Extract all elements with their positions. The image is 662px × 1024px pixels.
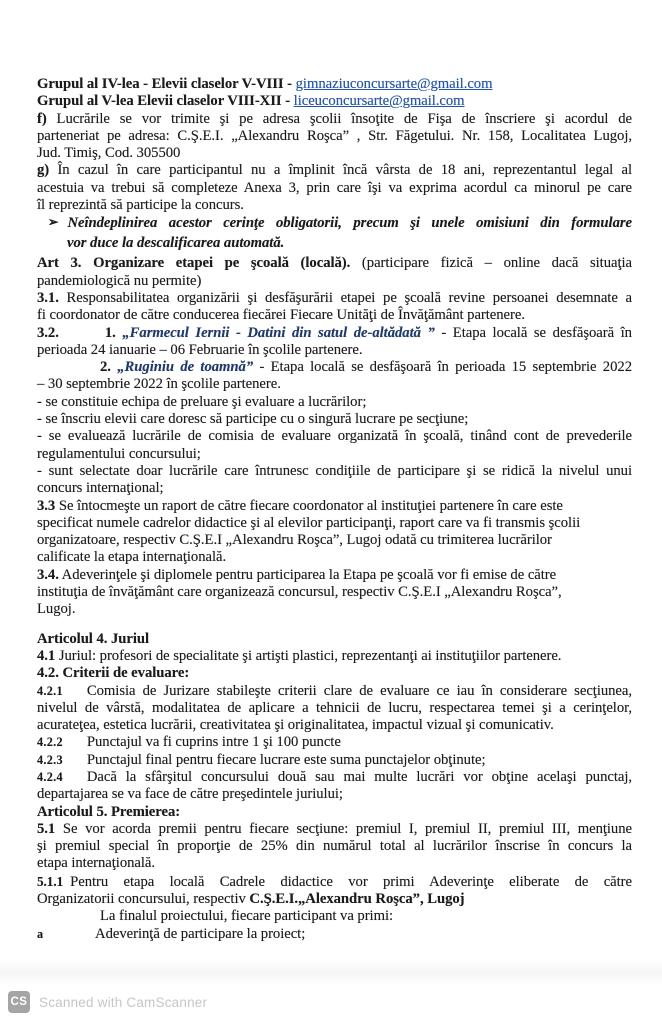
- text-run: Juriul: profesori de specialitate şi artişti plastici, reprezentanţi ai instituţiilor partenere.: [55, 647, 562, 664]
- text-line: [37, 532, 632, 549]
- text-run: calificate la etapa internaţională.: [37, 549, 227, 566]
- text-run: acurateţea, estetica lucrării, creativitatea şi originalitatea, impactul vizual şi comunicativ.: [37, 717, 554, 734]
- text-run: 4.2.4: [37, 769, 63, 784]
- text-line: [37, 428, 632, 445]
- text-run: 3.3: [37, 497, 56, 514]
- text-run: Adeverinţă de participare la proiect;: [95, 925, 306, 942]
- text-line: [37, 549, 632, 566]
- text-line: [37, 446, 632, 463]
- text-run: Punctajul va fi cuprins intre 1 şi 100 puncte: [86, 734, 341, 751]
- text-line: [37, 734, 632, 751]
- text-run: 5.1: [37, 820, 56, 837]
- text-run: 4.2.2: [37, 735, 63, 750]
- text-line: [37, 631, 632, 648]
- email-link[interactable]: gimnaziuconcursarte@gmail.com: [295, 76, 493, 92]
- text-run: a: [37, 926, 44, 941]
- text-line: [37, 255, 632, 272]
- text-line: [37, 128, 632, 145]
- text-line: [37, 463, 632, 480]
- text-run: 4.1: [37, 647, 56, 664]
- text-run: Lugoj.: [37, 601, 76, 618]
- text-line: [37, 752, 632, 769]
- text-run: parteneriat pe adresa: C.Ş.E.I. „Alexandru Roşca” , Str. Făgetului. Nr. 158, Localitatea Lugoj,: [37, 127, 632, 144]
- text-run: şi premiul special în proporţie de 25% din numărul total al lucrărilor înscrise în concurs la: [37, 838, 632, 855]
- text-run: 3.1.: [37, 289, 59, 306]
- text-line: [37, 498, 632, 515]
- text-run: f): [37, 110, 47, 127]
- text-run: – 30 septembrie 2022 în şcolile partenere.: [37, 376, 281, 393]
- text-line: [37, 162, 632, 179]
- text-run: Art 3. Organizare etapei pe şcoală (locală).: [37, 255, 351, 272]
- text-run: - sunt selectate doar lucrările care întrunesc condiţiile de participare şi se ridică la nivelul unui: [37, 462, 632, 479]
- text-line: [37, 648, 632, 665]
- text-run: Comisia de Jurizare stabileşte criterii clare de evaluare ce iau în considerare secţiunea,: [86, 682, 632, 699]
- text-run: instituţia de învăţământ care organizează concursul, respectiv C.Ş.E.I „Alexandru Roşca”,: [37, 584, 562, 601]
- text-run: concurs internaţional;: [37, 480, 164, 497]
- text-line: [37, 584, 632, 601]
- text-line: [37, 567, 632, 584]
- text-run: - Etapa locală se desfăşoară în perioada 15 septembrie 2022: [253, 359, 632, 376]
- text-run: îl reprezintă să participe la concurs.: [37, 197, 244, 214]
- text-line: [37, 307, 632, 324]
- text-run: Punctajul final pentru fiecare lucrare este suma punctajelor obţinute;: [86, 751, 486, 768]
- camscanner-label: Scanned with CamScanner: [39, 994, 208, 1010]
- text-line: [37, 908, 632, 925]
- text-run: pandemiologică nu permite): [37, 272, 202, 289]
- text-line: [37, 111, 632, 128]
- text-run: C.Ş.E.I.„Alexandru Roşca”, Lugoj: [249, 891, 465, 908]
- camscanner-icon: CS: [8, 991, 30, 1013]
- text-line: [37, 76, 632, 93]
- text-run: 3.4.: [37, 566, 59, 583]
- text-run: Dacă la sfârşitul concursului două sau mai multe lucrări vor obţine acelaşi punctaj,: [86, 768, 632, 785]
- document-body: [37, 76, 632, 943]
- text-run: - Etapa locală se desfăşoară în: [434, 324, 632, 341]
- text-line: [37, 665, 632, 682]
- text-run: În cazul în care participantul nu a împlinit încă vârsta de 18 ani, reprezentantul legal al: [49, 162, 632, 179]
- text-run: 4.2. Criterii de evaluare:: [37, 665, 190, 682]
- text-line: [37, 342, 632, 359]
- text-line: [37, 891, 632, 908]
- text-line: [37, 290, 632, 307]
- contest-title: „Ruginiu de toamnă”: [117, 359, 254, 376]
- text-line: [37, 359, 632, 376]
- text-line: [37, 786, 632, 803]
- text-run: (participare fizică – online dacă situaţia: [350, 255, 632, 272]
- text-line: [37, 273, 632, 290]
- text-run: perioada 24 ianuarie – 06 Februarie în şcolile partenere.: [37, 341, 363, 358]
- text-run: - se constituie echipa de preluare şi evaluare a lucrărilor;: [37, 393, 367, 410]
- text-run: La finalul proiectului, fiecare participant va primi:: [100, 908, 394, 925]
- text-line: [37, 601, 632, 618]
- text-line: [37, 411, 632, 428]
- text-run: Grupul al IV-lea - Elevii claselor V-VIII -: [37, 76, 296, 92]
- text-line: [37, 480, 632, 497]
- email-link[interactable]: liceuconcursarte@gmail.com: [293, 93, 465, 110]
- text-run: specificat numele cadrelor didactice şi al elevilor participanţi, raport care va fi transmis şcolii: [37, 514, 581, 531]
- bullet-arrow-icon: ➢: [48, 215, 59, 230]
- text-line: [37, 717, 632, 734]
- text-run: 4.2.3: [37, 752, 63, 767]
- text-line: [37, 838, 632, 855]
- text-line: [37, 145, 632, 162]
- text-run: Articolul 5. Premierea:: [37, 803, 181, 820]
- text-run: 2.: [100, 359, 118, 376]
- text-run: acestuia va trebui să completeze Anexa 3, prin care îşi va exprima acordul ca minorul pe care: [37, 179, 632, 196]
- text-run: Jud. Timiş, Cod. 305500: [37, 145, 181, 162]
- text-line: [37, 214, 632, 234]
- contest-title: „Farmecul Iernii - Datini din satul de-altădată ”: [122, 324, 435, 341]
- text-line: [37, 683, 632, 700]
- text-line: [37, 804, 632, 821]
- text-run: Articolul 4. Juriul: [37, 630, 150, 647]
- text-run: regulamentului concursului;: [37, 445, 201, 462]
- text-line: [37, 93, 632, 110]
- text-line: [37, 855, 632, 872]
- text-run: departajarea se va face de către preşedintele juriului;: [37, 786, 343, 803]
- text-run: etapa internaţională.: [37, 855, 156, 872]
- text-line: [37, 325, 632, 342]
- text-run: - se înscriu elevii care doresc să participe cu o singură lucrare pe secţiune;: [37, 411, 469, 428]
- text-run: vor duce la descalificarea automată.: [67, 234, 285, 251]
- text-line: [37, 234, 632, 254]
- scan-shadow-band: [0, 960, 662, 986]
- text-line: [37, 515, 632, 532]
- text-line: [37, 197, 632, 214]
- text-run: Responsabilitatea organizării şi desfăşurării etapei pe şcoală revine persoanei desemnate a: [58, 289, 632, 306]
- text-run: 5.1.1: [37, 873, 64, 889]
- text-line: [37, 926, 632, 943]
- text-run: Lucrările se vor trimite şi pe adresa şcolii însoţite de Fişa de înscriere şi acordul de: [46, 110, 632, 127]
- text-run: Adeverinţele şi diplomele pentru participarea la Etapa pe şcoală vor fi emise de către: [58, 566, 557, 583]
- text-line: [37, 821, 632, 838]
- text-line: [37, 700, 632, 717]
- text-line: [37, 873, 632, 891]
- text-run: Se întocmeşte un raport de către fiecare coordonator al instituţiei partenere în care este: [55, 497, 563, 514]
- camscanner-watermark: [8, 991, 207, 1013]
- text-run: organizatoare, respectiv C.Ş.E.I „Alexandru Roşca”, Lugoj odată cu trimiterea lucrărilor: [37, 532, 552, 549]
- text-line: [37, 769, 632, 786]
- text-run: 4.2.1: [37, 683, 63, 698]
- text-run: - se evaluează lucrările de comisia de evaluare organizată în şcoală, tinând cont de prevederile: [37, 428, 632, 445]
- text-run: g): [37, 162, 50, 179]
- text-line: [37, 394, 632, 411]
- text-run: Pentru etapa locală Cadrele didactice vor primi Adeverinţe eliberate de către: [70, 873, 632, 890]
- text-run: Se vor acorda premii pentru fiecare secţiune: premiul I, premiul II, premiul III, menţiune: [55, 820, 632, 837]
- text-run: nivelul de vârstă, modalitatea de aplicare a tehnicii de lucru, respectarea temei şi a cerinţelor,: [37, 699, 632, 716]
- text-run: Organizatorii concursului, respectiv: [37, 891, 250, 908]
- text-run: fi coordonator de către conducerea fiecărei Fiecare Unităţi de Învăţământ partenere.: [37, 307, 525, 324]
- text-run: Grupul al V-lea Elevii claselor VIII-XII -: [37, 93, 294, 110]
- text-line: [37, 376, 632, 393]
- text-run: 3.2. 1.: [37, 324, 123, 341]
- text-line: [37, 180, 632, 197]
- text-run: Neîndeplinirea acestor cerinţe obligatorii, precum şi unele omisiuni din formulare: [67, 215, 632, 232]
